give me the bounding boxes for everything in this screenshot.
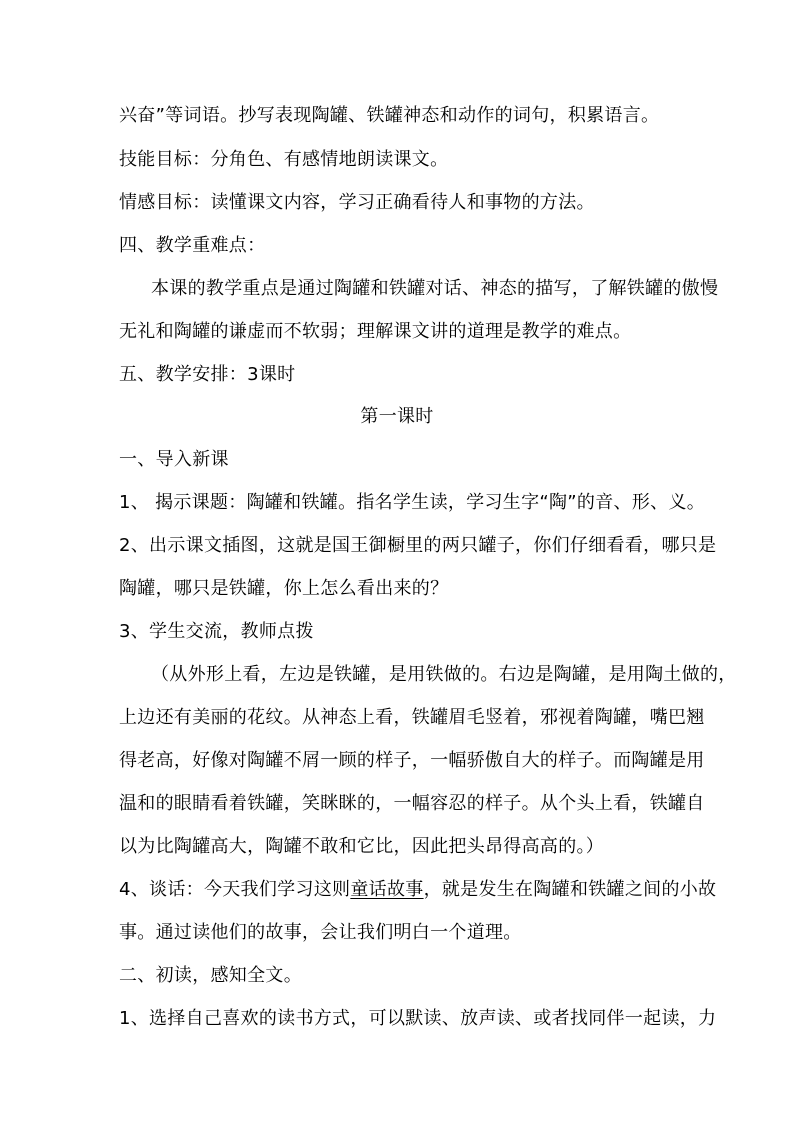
discussion-paragraph-line-3: 得老高，好像对陶罐不屑一顾的样子，一幅骄傲自大的样子。而陶罐是用 [119, 750, 705, 771]
intro-item-4-text-c: ，就是发生在陶罐和铁罐之间的小故 [423, 879, 717, 900]
intro-item-2-line-2: 陶罐，哪只是铁罐，你上怎么看出来的？ [119, 578, 449, 599]
fairy-tale-underlined: 童话故事 [350, 879, 424, 900]
discussion-paragraph-line-2: 上边还有美丽的花纹。从神态上看，铁罐眉毛竖着，邪视着陶罐，嘴巴翘 [119, 707, 705, 728]
intro-item-4-line-2: 事。通过读他们的故事，会让我们明白一个道理。 [119, 922, 522, 943]
intro-item-3: 3、学生交流，教师点拨 [119, 621, 314, 642]
discussion-paragraph-line-5: 以为比陶罐高大，陶罐不敢和它比，因此把头昂得高高的。） [119, 836, 605, 857]
emotion-objective: 情感目标：读懂课文内容，学习正确看待人和事物的方法。 [119, 192, 595, 213]
discussion-paragraph-line-1: （从外形上看，左边是铁罐，是用铁做的。右边是陶罐，是用陶土做的， [151, 664, 737, 685]
section-heading-first-reading: 二、初读，感知全文。 [119, 965, 302, 986]
intro-item-4-line-1 [119, 878, 716, 902]
skill-objective: 技能目标：分角色、有感情地朗读课文。 [119, 149, 449, 170]
intro-item-2-line-1: 2、出示课文插图，这就是国王御橱里的两只罐子，你们仔细看看，哪只是 [119, 535, 717, 556]
section-heading-key-points: 四、教学重难点： [119, 235, 266, 256]
section-heading-schedule: 五、教学安排：3课时 [119, 364, 296, 385]
intro-item-1: 1、 揭示课题：陶罐和铁罐。指名学生读，学习生字“陶”的音、形、义。 [119, 492, 706, 513]
key-points-paragraph-line-2: 无礼和陶罐的谦虚而不软弱；理解课文讲的道理是教学的难点。 [119, 321, 632, 342]
discussion-paragraph-line-4: 温和的眼睛看着铁罐，笑眯眯的，一幅容忍的样子。从个头上看，铁罐自 [119, 793, 705, 814]
lesson-title: 第一课时 [360, 406, 434, 427]
objective-continuation: 兴奋”等词语。抄写表现陶罐、铁罐神态和动作的词句，积累语言。 [119, 105, 660, 126]
key-points-paragraph-line-1: 本课的教学重点是通过陶罐和铁罐对话、神态的描写，了解铁罐的傲慢 [151, 278, 719, 299]
section-heading-intro: 一、导入新课 [119, 449, 229, 470]
intro-item-4-text-a: 4、谈话：今天我们学习这则 [119, 879, 351, 900]
first-reading-item-1: 1、选择自己喜欢的读书方式，可以默读、放声读、或者找同伴一起读，力 [119, 1008, 717, 1029]
